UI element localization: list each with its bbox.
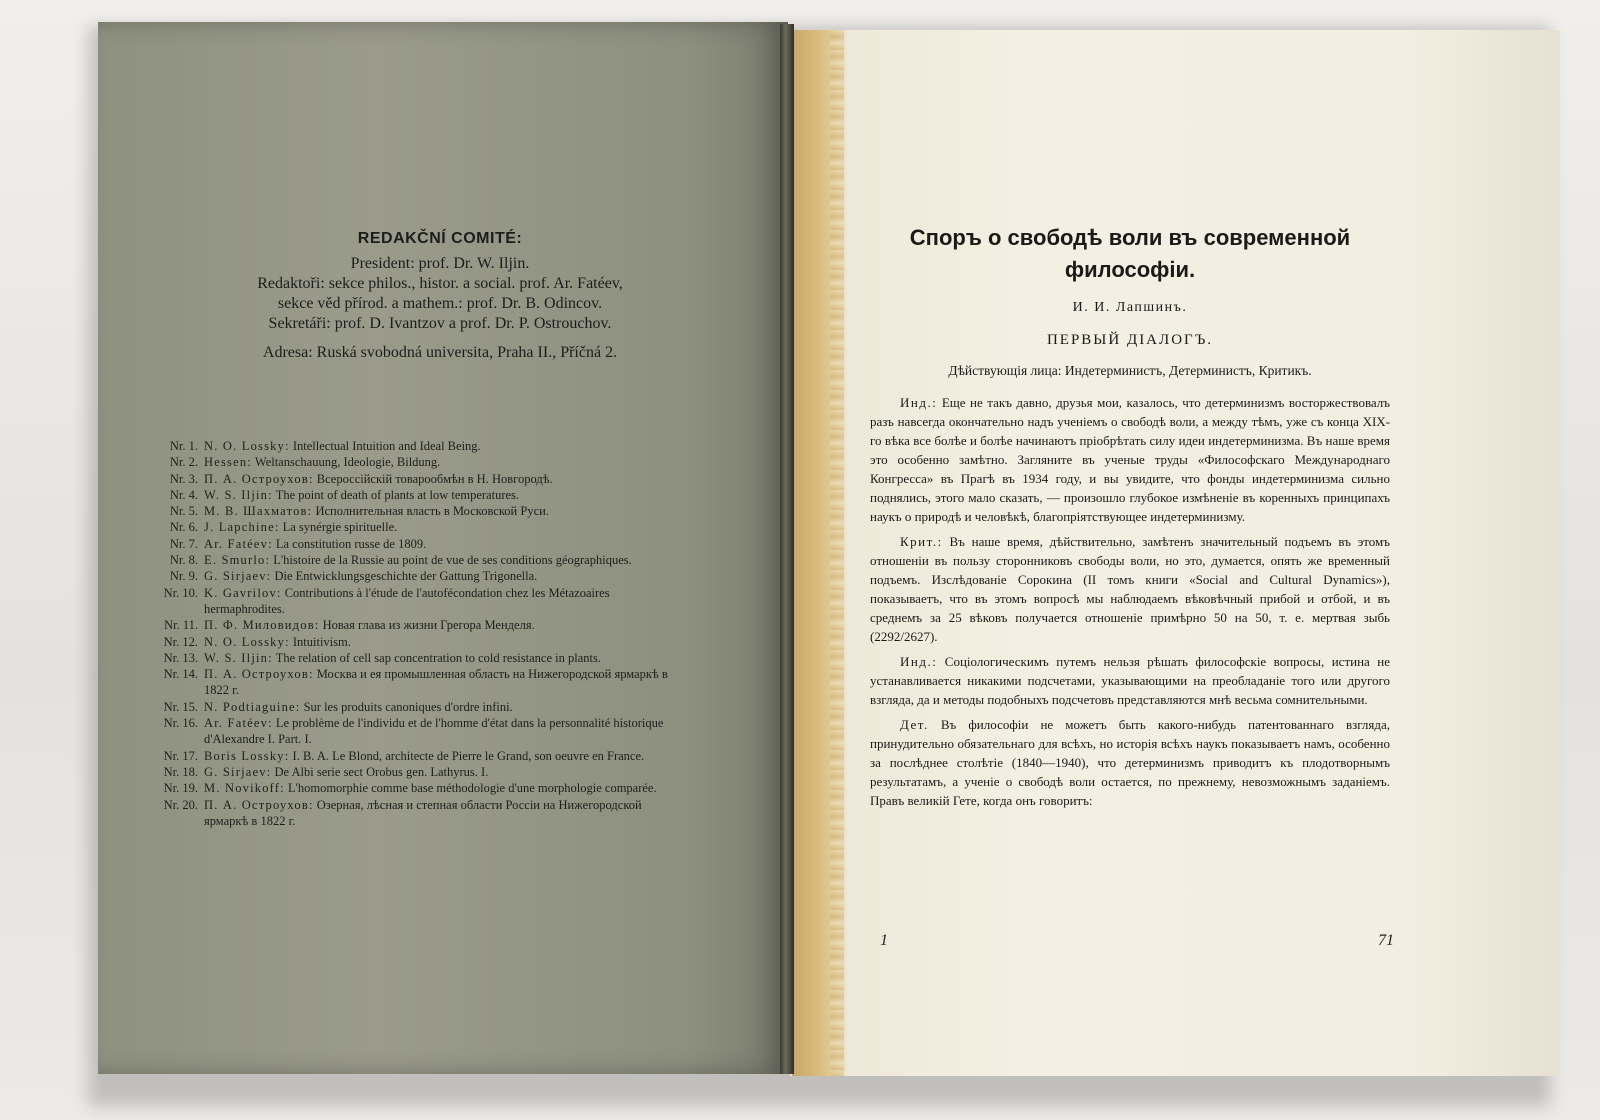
series-author: G. Sirjaev:	[204, 569, 272, 584]
series-entry	[204, 797, 680, 830]
series-entry	[204, 552, 680, 568]
series-author: M. Novikoff:	[204, 781, 285, 796]
series-number: Nr. 14.	[163, 667, 198, 682]
series-title: La synérgie spirituelle.	[282, 520, 398, 535]
paragraph-text: Соціологическимъ путемъ нельзя рѣшать философскіе вопросы, истина не устанавливается никакими подсчетами, указывающими на преобладаніе того или другого взгляда, да и методы подобныхъ подсчетовъ представляются мнѣ весьма сомнительными.	[870, 654, 1391, 707]
series-number: Nr. 19.	[163, 781, 198, 796]
series-entry	[204, 503, 680, 519]
series-title: L'homomorphie comme base méthodologie d'une morphologie comparée.	[287, 781, 657, 796]
series-entry	[204, 748, 680, 764]
speaker-label: Дет.	[900, 717, 929, 732]
series-entry	[204, 650, 680, 666]
series-title: De Albi serie sect Orobus gen. Lathyrus. I.	[274, 764, 489, 779]
series-title: The relation of cell sap concentration to cold resistance in plants.	[275, 650, 601, 665]
series-entry	[204, 634, 680, 650]
series-author: N. O. Lossky:	[204, 439, 290, 453]
series-author: K. Gavrilov:	[204, 585, 282, 600]
series-item	[150, 617, 680, 633]
series-item	[150, 666, 680, 699]
series-entry	[204, 568, 680, 584]
series-entry	[204, 585, 680, 618]
committee-address: Adresa: Ruská svobodná universita, Praha II., Příčná 2.	[262, 344, 618, 361]
article	[870, 222, 1390, 816]
series-number: Nr. 5.	[169, 504, 198, 519]
series-entry	[204, 471, 680, 487]
paragraph-text: Еще не такъ давно, друзья мои, казалось, что детерминизмъ восторжествовалъ разъ навсегда окончательно надъ ученіемъ о свободѣ воли, а между тѣмъ, уже съ конца XIX-го вѣка все болѣе и болѣе начинаютъ пріобрѣтать силу идеи индетерминизма. Въ наше время это особенно замѣтно. Загляните въ ученые труды «Философскаго Международнаго Конгресса» въ Прагѣ въ 1934 году, и вы увидите, что фонды индетерминизма сильно поднялись, этого мало сказать, — произошло глубокое измѣненіе въ коренныхъ принципахъ наукъ о природѣ и человѣкѣ, благопріятствующее индетерминизму.	[870, 395, 1391, 524]
series-entry	[204, 454, 680, 470]
series-item	[150, 780, 680, 796]
series-item	[150, 519, 680, 535]
series-author: G. Sirjaev:	[204, 764, 272, 779]
series-author: П. А. Остроухов:	[204, 797, 314, 812]
series-entry	[204, 666, 680, 699]
series-item	[150, 454, 680, 470]
series-author: J. Lapchine:	[204, 520, 280, 535]
series-author: N. Podtiaguine:	[204, 699, 301, 714]
series-title: Озерная, лѣсная и степная области Россіи на Нижегородской ярмаркѣ в 1822 г.	[204, 797, 642, 828]
series-number: Nr. 11.	[164, 618, 198, 633]
dialogue-heading: ПЕРВЫЙ ДІАЛОГЪ.	[1046, 332, 1214, 348]
series-number: Nr. 20.	[163, 797, 198, 812]
series-item	[150, 552, 680, 568]
series-number: Nr. 16.	[163, 716, 198, 731]
series-entry	[204, 536, 680, 552]
dialogue-paragraph	[870, 715, 1390, 810]
committee-line: President: prof. Dr. W. Iljin.	[350, 255, 530, 272]
article-title: Споръ о свободѣ воли въ современной философіи.	[909, 225, 1351, 282]
series-item	[150, 471, 680, 487]
series-item	[150, 503, 680, 519]
series-author: П. Ф. Миловидов:	[204, 618, 320, 633]
series-author: W. S. Iljin:	[204, 487, 273, 502]
series-title: Intellectual Intuition and Ideal Being.	[292, 439, 481, 453]
page-edge-torn	[830, 30, 844, 1076]
paragraph-text: Въ наше время, дѣйствительно, замѣтенъ значительный подъемъ въ этомъ отношеніи въ пользу сторонниковъ свободы воли, но это, думается, опять же временный подъемъ. Изслѣдованіе Сорокина (II томъ книги «Social and Cultural Dynamics»), показываетъ, что въ этомъ вопросѣ мы наблюдаемъ вѣковѣчный прибой и отбой, и въ среднемъ за 25 вѣковъ получается отношеніе примѣрно 50 на 50, т. е. мертвая зыбь (2292/2627).	[870, 534, 1391, 644]
dialogue-paragraph	[870, 652, 1390, 709]
series-title: Die Entwicklungsgeschichte der Gattung Trigonella.	[274, 569, 538, 584]
series-author: Hessen:	[204, 455, 252, 470]
series-author: П. А. Остроухов:	[204, 667, 314, 682]
series-title: La constitution russe de 1809.	[275, 536, 427, 551]
series-title: Sur les produits canoniques d'ordre infini.	[303, 699, 513, 714]
series-entry	[204, 617, 680, 633]
series-item	[150, 715, 680, 748]
committee-line: sekce věd přírod. a mathem.: prof. Dr. B. Odincov.	[277, 295, 603, 312]
series-author: Ar. Fatéev:	[204, 536, 273, 551]
series-entry	[204, 764, 680, 780]
series-author: Boris Lossky:	[204, 748, 290, 763]
series-title: The point of death of plants at low temperatures.	[275, 487, 520, 502]
series-number: Nr. 4.	[169, 487, 198, 502]
series-author: N. O. Lossky:	[204, 634, 290, 649]
speaker-label: Инд.:	[900, 395, 938, 410]
series-number: Nr. 10.	[163, 585, 198, 600]
series-title: Contributions à l'étude de l'autofécondation chez les Métazoaires hermaphrodites.	[204, 585, 610, 616]
series-author: W. S. Iljin:	[204, 650, 273, 665]
series-item	[150, 650, 680, 666]
paragraph-text: Въ философіи не можетъ быть какого-нибудь патентованнаго взгляда, принудительно обязательнаго для всѣхъ, но исторія всѣхъ наукъ показываетъ намъ, особенно за послѣднее столѣтіе (1840—1940), что детерминизмъ приводитъ къ плодотворнымъ результатамъ, а ученіе о свободѣ воли остается, по прежнему, невозможнымъ заданіемъ. Правъ великій Гете, когда онъ говоритъ:	[870, 717, 1391, 808]
book-gutter	[780, 24, 794, 1074]
series-author: Ar. Fatéev:	[204, 716, 273, 731]
series-number: Nr. 12.	[163, 634, 198, 649]
series-author: М. В. Шахматов:	[204, 504, 313, 519]
series-item	[150, 797, 680, 830]
series-item	[150, 487, 680, 503]
series-entry	[204, 715, 680, 748]
committee-heading: REDAKČNÍ COMITÉ:	[357, 230, 523, 247]
series-title: L'histoire de la Russie au point de vue de ses conditions géographiques.	[273, 553, 632, 568]
series-number: Nr. 3.	[169, 471, 198, 486]
series-entry	[204, 699, 680, 715]
series-entry	[204, 438, 680, 454]
series-item	[150, 634, 680, 650]
editorial-committee	[190, 230, 690, 362]
dialogue-paragraph	[870, 393, 1390, 526]
series-title: Weltanschauung, Ideologie, Bildung.	[254, 455, 441, 470]
series-title: Intuitivism.	[292, 634, 351, 649]
committee-line: Sekretáři: prof. D. Ivantzov a prof. Dr. P. Ostrouchov.	[268, 315, 612, 332]
series-entry	[204, 487, 680, 503]
series-author: E. Smurlo:	[204, 553, 271, 568]
series-number: Nr. 7.	[169, 536, 198, 551]
series-number: Nr. 18.	[163, 764, 198, 779]
page-number-left: 1	[880, 932, 888, 949]
series-number: Nr. 1.	[169, 439, 198, 453]
series-number: Nr. 17.	[163, 748, 198, 763]
series-entry	[204, 519, 680, 535]
series-number: Nr. 9.	[169, 569, 198, 584]
series-title: Le problème de l'individu et de l'homme d'état dans la personnalité historique d'Alexandre I. Part. I.	[204, 716, 664, 747]
series-number: Nr. 8.	[169, 553, 198, 568]
dialogue-paragraph	[870, 532, 1390, 646]
series-number: Nr. 2.	[169, 455, 198, 470]
speaker-label: Инд.:	[900, 654, 938, 669]
series-item	[150, 438, 680, 454]
series-title: I. B. A. Le Blond, architecte de Pierre le Grand, son oeuvre en France.	[292, 748, 645, 763]
article-body	[870, 393, 1390, 810]
series-entry	[204, 780, 680, 796]
series-title: Москва и ея промышленная область на Нижегородской ярмаркѣ в 1822 г.	[204, 667, 668, 698]
speaker-label: Крит.:	[900, 534, 943, 549]
series-item	[150, 748, 680, 764]
series-title: Новая глава из жизни Грегора Менделя.	[322, 618, 535, 633]
series-item	[150, 699, 680, 715]
series-number: Nr. 13.	[163, 650, 198, 665]
series-author: П. А. Остроухов:	[204, 471, 314, 486]
committee-line: Redaktoři: sekce philos., histor. a social. prof. Ar. Fatéev,	[257, 275, 623, 292]
series-item	[150, 536, 680, 552]
series-list	[150, 438, 680, 829]
series-item	[150, 568, 680, 584]
series-number: Nr. 15.	[163, 699, 198, 714]
series-item	[150, 764, 680, 780]
article-author: И. И. Лапшинъ.	[1072, 300, 1188, 315]
page-number-right: 71	[1378, 932, 1394, 949]
series-title: Всероссійскій товарообмѣн в Н. Новгородѣ.	[316, 471, 553, 486]
dramatis-personae: Дѣйствующія лица: Индетерминистъ, Детерминистъ, Критикъ.	[948, 363, 1312, 378]
series-item	[150, 585, 680, 618]
series-title: Исполнительная власть в Московской Руси.	[315, 504, 549, 519]
series-number: Nr. 6.	[169, 520, 198, 535]
